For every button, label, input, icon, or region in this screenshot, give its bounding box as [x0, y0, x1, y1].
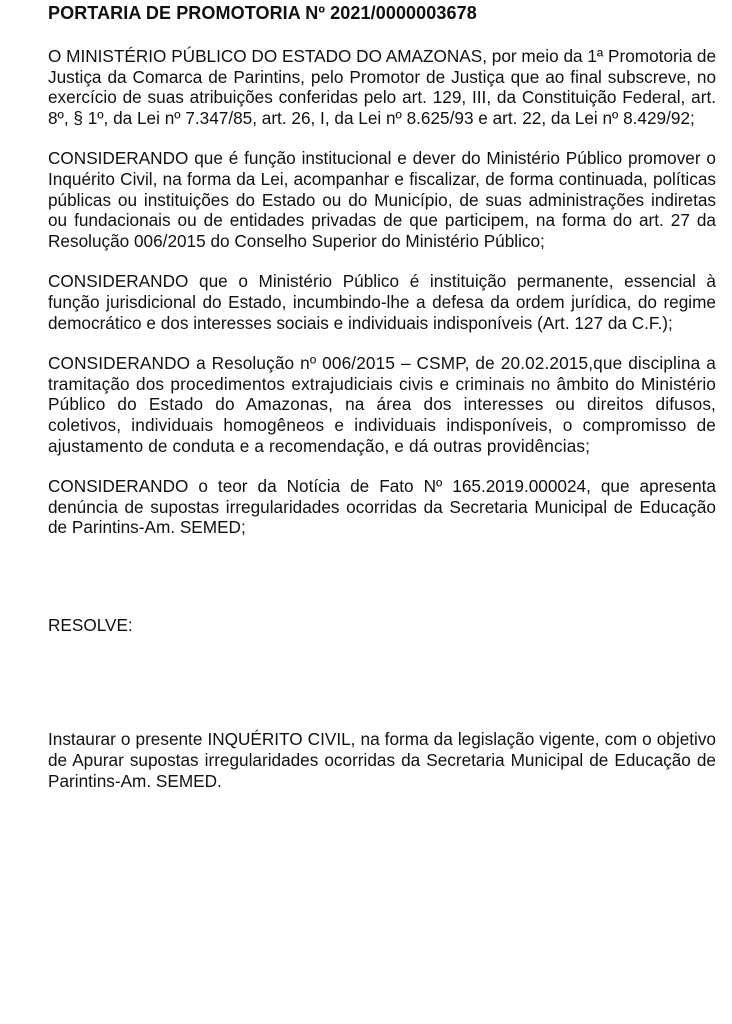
considerando-paragraph-2: CONSIDERANDO que o Ministério Público é instituição permanente, essencial à função jurisdicional do Estado, incumbindo-lhe a defesa da ordem jurídica, do regime democrático e dos interesses sociais e individuais indisponíveis (Art. 127 da C.F.);	[48, 271, 716, 333]
considerando-paragraph-4: CONSIDERANDO o teor da Notícia de Fato Nº 165.2019.000024, que apresenta denúncia de supostas irregularidades ocorridas da Secretaria Municipal de Educação de Parintins-Am. SEMED;	[48, 476, 716, 538]
considerando-paragraph-3: CONSIDERANDO a Resolução nº 006/2015 – CSMP, de 20.02.2015,que disciplina a tramitação dos procedimentos extrajudiciais civis e criminais no âmbito do Ministério Público do Estado do Amazonas, na área dos interesses ou direitos difusos, coletivos, individuais homogêneos e individuais indisponíveis, o compromisso de ajustamento de conduta e a recomendação, e dá outras providências;	[48, 353, 716, 456]
resolve-label: RESOLVE:	[48, 614, 133, 635]
considerando-paragraph-1: CONSIDERANDO que é função institucional e dever do Ministério Público promover o Inquérito Civil, na forma da Lei, acompanhar e fiscalizar, de forma continuada, políticas públicas ou instituições do Estado ou do Município, de suas administrações indiretas ou fundacionais ou de entidades privadas de que participem, na forma do art. 27 da Resolução 006/2015 do Conselho Superior do Ministério Público;	[48, 148, 716, 251]
preamble-paragraph: O MINISTÉRIO PÚBLICO DO ESTADO DO AMAZONAS, por meio da 1ª Promotoria de Justiça da Comarca de Parintins, pelo Promotor de Justiça que ao final subscreve, no exercício de suas atribuições conferidas pelo art. 129, III, da Constituição Federal, art. 8º, § 1º, da Lei nº 7.347/85, art. 26, I, da Lei nº 8.625/93 e art. 22, da Lei nº 8.429/92;	[48, 46, 716, 128]
final-paragraph: Instaurar o presente INQUÉRITO CIVIL, na forma da legislação vigente, com o objetivo de Apurar supostas irregularidades ocorridas da Secretaria Municipal de Educação de Parintins-Am. SEMED.	[48, 729, 716, 791]
document-page	[48, 0, 716, 791]
document-title: PORTARIA DE PROMOTORIA Nº 2021/0000003678	[48, 3, 477, 23]
